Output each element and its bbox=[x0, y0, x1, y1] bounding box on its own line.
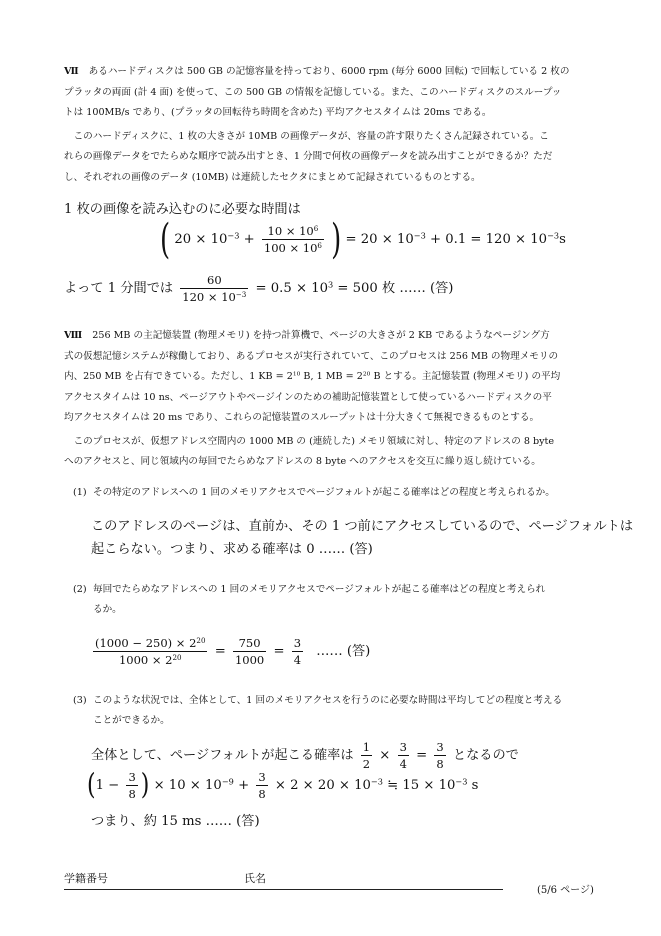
sub2-fraction-3 bbox=[292, 636, 303, 667]
q7-line-2: プラッタの両面 (計 4 面) を使って、この 500 GB の情報を記憶している。また、このハードディスクのスループッ bbox=[64, 86, 562, 98]
q8-sub3-answer: つまり、約 15 ms ‥‥‥ (答) bbox=[91, 814, 260, 829]
eq2-denominator: 120 × 10 bbox=[182, 290, 236, 304]
sub3-approx: ≒ 15 × 10 bbox=[387, 778, 456, 793]
eq1-rhs1: = 20 × 10 bbox=[345, 232, 414, 247]
page-number: (5/6 ページ) bbox=[537, 885, 594, 896]
signature-line bbox=[64, 889, 503, 890]
sub3-frac-e-num: 3 bbox=[258, 770, 266, 784]
q7-problem bbox=[64, 62, 604, 188]
q8-line-7: へのアクセスと、同じ領域内の毎回でたらめなアドレスの 8 byte へのアクセスを交互に繰り返し続けている。 bbox=[64, 456, 541, 467]
sub3-frac-d bbox=[126, 770, 137, 801]
eq2-fraction bbox=[180, 273, 248, 304]
q8-sub1-answer-line-1: このアドレスのページは、直前か、その 1 つ前にアクセスしているので、ページフォルトは bbox=[91, 519, 634, 534]
q8-line-3 bbox=[64, 367, 604, 388]
q8-sub1-answer bbox=[91, 515, 633, 561]
sub2-fraction-2 bbox=[233, 636, 266, 667]
sub3-frac-e-den: 8 bbox=[258, 787, 266, 801]
q8-line-5: 均アクセスタイムは 20 ms であり、これらの記憶装置のスループットは十分大きくて無視できるものとする。 bbox=[64, 412, 540, 423]
sub3-frac-b-den: 4 bbox=[399, 757, 407, 771]
q8-number: Ⅷ bbox=[64, 330, 83, 341]
eq1-term1: 20 × 10 bbox=[174, 232, 228, 247]
sub3-frac-e bbox=[256, 770, 267, 801]
q8-sub2-label: (2) bbox=[73, 584, 87, 595]
eq1-term1-exp: −3 bbox=[227, 230, 240, 241]
student-id-label: 学籍番号 bbox=[64, 872, 108, 885]
q8-sub2-question-line-1: 毎回でたらめなアドレスへの 1 回のメモリアクセスでページフォルトが起こる確率はどの程度と考えられ bbox=[93, 584, 546, 595]
q8-line-1: 256 MB の主記憶装置 (物理メモリ) を持つ計算機で、ページの大きさが 2 KB であるようなページング方 bbox=[92, 330, 550, 341]
sub2-f1-numerator: (1000 − 250) × 2 bbox=[95, 636, 197, 650]
sub2-f3-numerator: 3 bbox=[293, 636, 302, 650]
name-label: 氏名 bbox=[244, 872, 266, 885]
eq1-numerator: 10 × 10 bbox=[267, 224, 314, 238]
sub2-answer-tail: ‥‥‥ (答) bbox=[316, 644, 371, 659]
sub3-one-minus: 1 − bbox=[95, 778, 120, 793]
q7-equation-1: ( $20 \times 10^{-3}$ + $\frac{10 \times 10^6}{100 \times 10^6}$ ) = $20 \times 10^{-3} + 0.1 = 120 \times 10^{-3}s$ bbox=[160, 215, 566, 264]
sub2-f2-numerator: 750 bbox=[233, 636, 266, 652]
sub3-mid1: × 10 × 10 bbox=[153, 778, 222, 793]
q8-sub1-question: その特定のアドレスへの 1 回のメモリアクセスでページフォルトが起こる確率はどの程度と考えられるか。 bbox=[93, 487, 555, 498]
q8-sub3-label: (3) bbox=[73, 695, 87, 706]
q8-line-3-exp1: 10 bbox=[292, 370, 301, 378]
q8-sub3-line-2: (1 − $\frac{3}{8}$ ) × $10 \times 10^{-9}$ + $\frac{3}{8}$ × $2 \times 20 \times 10^{-3}$ ≒ $15 \times 10^{-3}$ s bbox=[87, 769, 479, 802]
q8-sub2-question bbox=[93, 580, 605, 620]
sub3-times: × bbox=[379, 748, 391, 763]
sub2-f2-denominator: 1000 bbox=[234, 653, 265, 667]
q8-line-3-exp2: 20 bbox=[362, 370, 371, 378]
sub2-fraction-1 bbox=[93, 636, 207, 667]
sub3-exp-neg9: −9 bbox=[221, 776, 234, 787]
eq1-rhs2-exp: −3 bbox=[547, 230, 560, 241]
q7-answer-intro: 1 枚の画像を読み込むのに必要な時間は bbox=[64, 202, 301, 217]
sub3-equals: = bbox=[416, 748, 428, 763]
sub2-f1-denominator: 1000 × 2 bbox=[118, 653, 173, 667]
q8-line-4: アクセスタイムは 10 ns、ページアウトやページインのための補助記憶装置として使っているハードディスクの平 bbox=[64, 391, 552, 403]
q8-sub2-question-line-2: るか。 bbox=[93, 604, 122, 615]
q7-number: Ⅶ bbox=[64, 66, 79, 77]
q8-sub1-answer-line-2: 起こらない。つまり、求める確率は 0 ‥‥‥ (答) bbox=[91, 542, 373, 557]
sub2-equals-1: = bbox=[214, 644, 226, 659]
q8-line-3c: B とする。主記憶装置 (物理メモリ) の平均 bbox=[370, 371, 561, 382]
q7-line-1: あるハードディスクは 500 GB の記憶容量を持っており、6000 rpm (毎分 6000 回転) で回転している 2 枚の bbox=[88, 66, 570, 77]
q8-line-3a: 内、250 MB を占有できている。ただし、1 KB = 2 bbox=[64, 371, 293, 382]
q8-sub3-line-1 bbox=[91, 740, 519, 771]
eq2-prefix: よって 1 分間では bbox=[64, 281, 174, 296]
eq2-answer: = 500 枚 ‥‥‥ (答) bbox=[337, 281, 454, 296]
sub3-frac-a-den: 2 bbox=[362, 757, 371, 771]
sub3-frac-c-den: 8 bbox=[436, 757, 444, 771]
sub3-frac-d-den: 8 bbox=[128, 787, 136, 801]
sub2-equals-2: = bbox=[273, 644, 285, 659]
eq1-denominator-exp: 6 bbox=[317, 241, 322, 251]
q8-line-2: 式の仮想記憶システムが稼働しており、あるプロセスが実行されていて、このプロセスは 256 MB の物理メモリの bbox=[64, 350, 559, 362]
q7-equation-2 bbox=[64, 273, 453, 304]
sub2-f1-numerator-exp: 20 bbox=[196, 636, 206, 646]
sub3-exp-neg3-b: −3 bbox=[455, 776, 468, 787]
q7-line-4: このハードディスクに、1 枚の大きさが 10MB の画像データが、容量の許す限りたくさん記録されている。こ bbox=[64, 130, 549, 142]
q7-line-3: トは 100MB/s であり、(プラッタの回転待ち時間を含めた) 平均アクセスタイムは 20ms である。 bbox=[64, 107, 492, 118]
q7-line-6: し、それぞれの画像のデータ (10MB) は連続したセクタにまとめて記録されているものとする。 bbox=[64, 171, 481, 183]
eq2-numerator: 60 bbox=[180, 273, 248, 289]
sub3-frac-b-num: 3 bbox=[399, 740, 407, 754]
q8-sub3-question bbox=[93, 691, 605, 731]
eq1-rhs2: + 0.1 = 120 × 10 bbox=[430, 232, 548, 247]
eq1-plus: + bbox=[243, 232, 255, 247]
q8-problem bbox=[64, 326, 604, 473]
sub3-frac-c bbox=[434, 740, 445, 771]
eq1-fraction bbox=[262, 224, 324, 255]
q8-sub3-question-line-2: ことができるか。 bbox=[93, 715, 170, 726]
q8-line-6: このプロセスが、仮想アドレス空間内の 1000 MB の (連続した) メモリ領域に対し、特定のアドレスの 8 byte bbox=[64, 435, 555, 447]
q8-sub3-question-line-1: このような状況では、全体として、1 回のメモリアクセスを行うのに必要な時間は平均してどの程度と考える bbox=[93, 695, 563, 706]
sub2-f3-denominator: 4 bbox=[293, 653, 302, 667]
sub3-frac-a bbox=[361, 740, 372, 771]
sub3-frac-b bbox=[398, 740, 409, 771]
sub3-plus: + bbox=[238, 778, 250, 793]
eq1-denominator: 100 × 10 bbox=[263, 241, 318, 255]
sub3-frac-a-num: 1 bbox=[362, 740, 371, 754]
sub3-frac-d-num: 3 bbox=[128, 770, 136, 784]
sub2-f1-denominator-exp: 20 bbox=[172, 653, 182, 663]
eq2-rhs: = 0.5 × 10 bbox=[255, 281, 328, 296]
sub3-mid2: × 2 × 20 × 10 bbox=[274, 778, 371, 793]
q8-sub2-equation bbox=[90, 636, 370, 667]
eq2-denominator-exp: −3 bbox=[235, 290, 247, 300]
q8-line-3b: B, 1 MB = 2 bbox=[300, 371, 363, 382]
eq1-unit: s bbox=[559, 232, 566, 247]
sub3-line1-suffix: となるので bbox=[452, 748, 519, 763]
q7-line-5: れらの画像データをでたらめな順序で読み出すとき、1 分間で何枚の画像データを読み出すことができるか？ただ bbox=[64, 151, 553, 162]
sub3-line1-prefix: 全体として、ページフォルトが起こる確率は bbox=[91, 748, 354, 763]
eq2-rhs-exp: 3 bbox=[327, 279, 334, 290]
q8-sub1-label: (1) bbox=[73, 487, 87, 498]
sub3-unit: s bbox=[471, 778, 479, 793]
sub3-exp-neg3-a: −3 bbox=[370, 776, 383, 787]
eq1-rhs1-exp: −3 bbox=[413, 230, 426, 241]
sub3-frac-c-num: 3 bbox=[436, 740, 444, 754]
eq1-numerator-exp: 6 bbox=[313, 224, 319, 234]
